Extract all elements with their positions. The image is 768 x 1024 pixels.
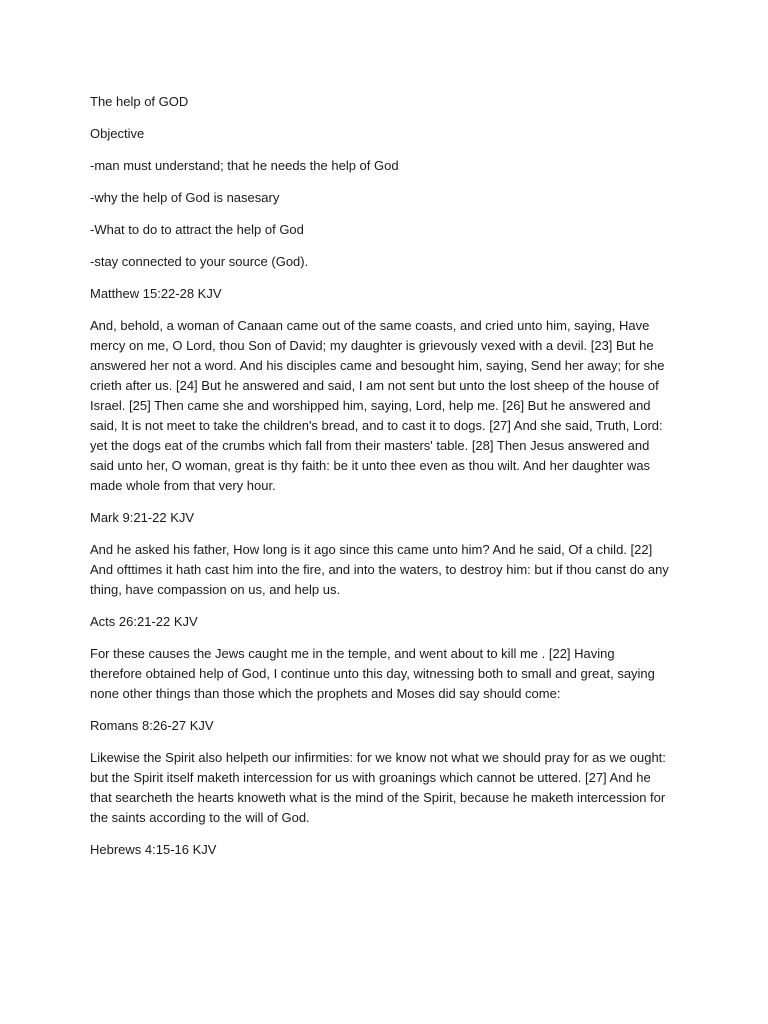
- scripture-passage: And, behold, a woman of Canaan came out of the same coasts, and cried unto him, saying, Have mercy on me, O Lord, thou Son of David; my daughter is grievously vexed with a devil. [23] But he answered her not a word. And his disciples came and besought him, saying, Send her away; for she crieth after us. [24] But he answered and said, I am not sent but unto the lost sheep of the house of Israel. [25] Then came she and worshipped him, saying, Lord, help me. [26] But he answered and said, It is not meet to take the children's bread, and to cast it to dogs. [27] And she said, Truth, Lord: yet the dogs eat of the crumbs which fall from their masters' table. [28] Then Jesus answered and said unto her, O woman, great is thy faith: be it unto thee even as thou wilt. And her daughter was made whole from that very hour.: [90, 318, 665, 493]
- scripture-passage: And he asked his father, How long is it ago since this came unto him? And he said, Of a child. [22] And ofttimes it hath cast him into the fire, and into the waters, to destroy him: but if thou canst do any thing, have compassion on us, and help us.: [90, 542, 669, 597]
- scripture-passage: Likewise the Spirit also helpeth our infirmities: for we know not what we should pray for as we ought: but the Spirit itself maketh intercession for us with groanings which cannot be uttered. [27] And he that searcheth the hearts knoweth what is the mind of the Spirit, because he maketh intercession for the saints according to the will of God.: [90, 750, 666, 825]
- objective-item: -What to do to attract the help of God: [90, 222, 304, 237]
- scripture-reference: Matthew 15:22-28 KJV: [90, 286, 222, 301]
- document-body: [90, 92, 670, 872]
- objective-item: -why the help of God is nasesary: [90, 190, 280, 205]
- scripture-reference: Acts 26:21-22 KJV: [90, 614, 198, 629]
- scripture-reference: Romans 8:26-27 KJV: [90, 718, 214, 733]
- objective-item: -stay connected to your source (God).: [90, 254, 309, 269]
- scripture-reference: Hebrews 4:15-16 KJV: [90, 842, 217, 857]
- objective-heading: Objective: [90, 126, 145, 141]
- scripture-reference: Mark 9:21-22 KJV: [90, 510, 195, 525]
- objective-item: -man must understand; that he needs the help of God: [90, 158, 399, 173]
- document-title: The help of GOD: [90, 94, 189, 109]
- scripture-passage: For these causes the Jews caught me in the temple, and went about to kill me . [22] Having therefore obtained help of God, I continue unto this day, witnessing both to small and great, saying none other things than those which the prophets and Moses did say should come:: [90, 646, 655, 701]
